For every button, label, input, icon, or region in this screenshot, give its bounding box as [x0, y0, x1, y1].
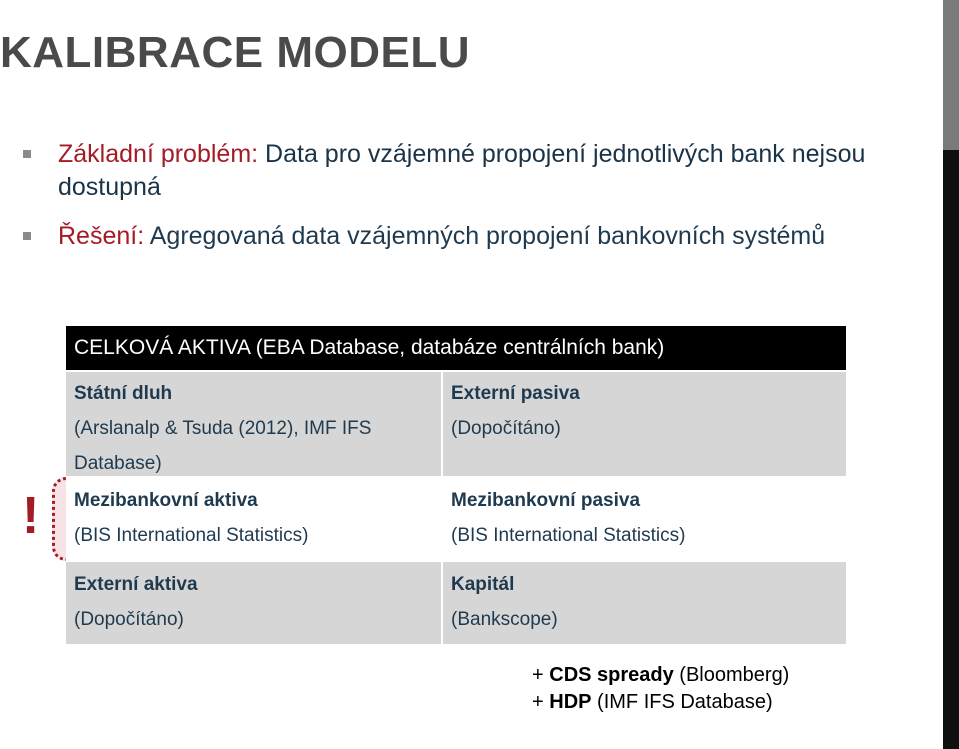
cell-source: (Bankscope) — [451, 609, 558, 630]
note-rest: (IMF IFS Database) — [591, 691, 773, 713]
cell-source: (Dopočítáno) — [451, 418, 561, 439]
bullet-lead-text: Řešení: — [58, 222, 145, 250]
note-line — [532, 689, 789, 716]
bullet-body-text: Data pro vzájemné propojení jednotlivých bank nejsou dostupná — [58, 140, 866, 201]
square-bullet-icon — [23, 150, 31, 158]
cell-heading: Mezibankovní aktiva — [74, 490, 258, 511]
table-cell — [443, 372, 846, 476]
note-bold: HDP — [549, 691, 592, 713]
bullet-lead-text: Základní problém: — [58, 140, 259, 168]
right-edge-bar-accent — [943, 0, 959, 150]
note-prefix: + — [532, 664, 550, 686]
table-cell — [66, 372, 441, 476]
balance-sheet-table — [66, 326, 846, 644]
additional-data-notes — [532, 662, 789, 716]
cell-heading: Externí aktiva — [74, 574, 198, 595]
note-line — [532, 662, 789, 689]
note-bold: CDS spready — [549, 664, 674, 686]
table-cell — [443, 562, 846, 644]
cell-source: (Arslanalp & Tsuda (2012), IMF IFS Database) — [74, 418, 372, 474]
table-cell — [66, 478, 441, 560]
cell-source: (BIS International Statistics) — [451, 525, 686, 546]
square-bullet-icon — [23, 232, 31, 240]
cell-heading: Kapitál — [451, 574, 515, 595]
bullet-item-problem — [20, 138, 900, 204]
cell-heading: Externí pasiva — [451, 383, 580, 404]
table-grid — [66, 372, 846, 644]
bullet-item-solution — [20, 220, 900, 253]
cell-source: (Dopočítáno) — [74, 609, 184, 630]
table-header: CELKOVÁ AKTIVA (EBA Database, databáze centrálních bank) — [66, 326, 846, 370]
bullet-list — [20, 138, 900, 269]
cell-heading: Mezibankovní pasiva — [451, 490, 641, 511]
table-cell — [443, 478, 846, 560]
bullet-body-text: Agregovaná data vzájemných propojení bankovních systémů — [144, 222, 826, 250]
note-prefix: + — [532, 691, 550, 713]
exclamation-mark: ! — [22, 487, 40, 545]
table-cell — [66, 562, 441, 644]
cell-heading: Státní dluh — [74, 383, 173, 404]
cell-source: (BIS International Statistics) — [74, 525, 309, 546]
note-rest: (Bloomberg) — [673, 664, 790, 686]
slide-title: KALIBRACE MODELU — [0, 28, 470, 77]
